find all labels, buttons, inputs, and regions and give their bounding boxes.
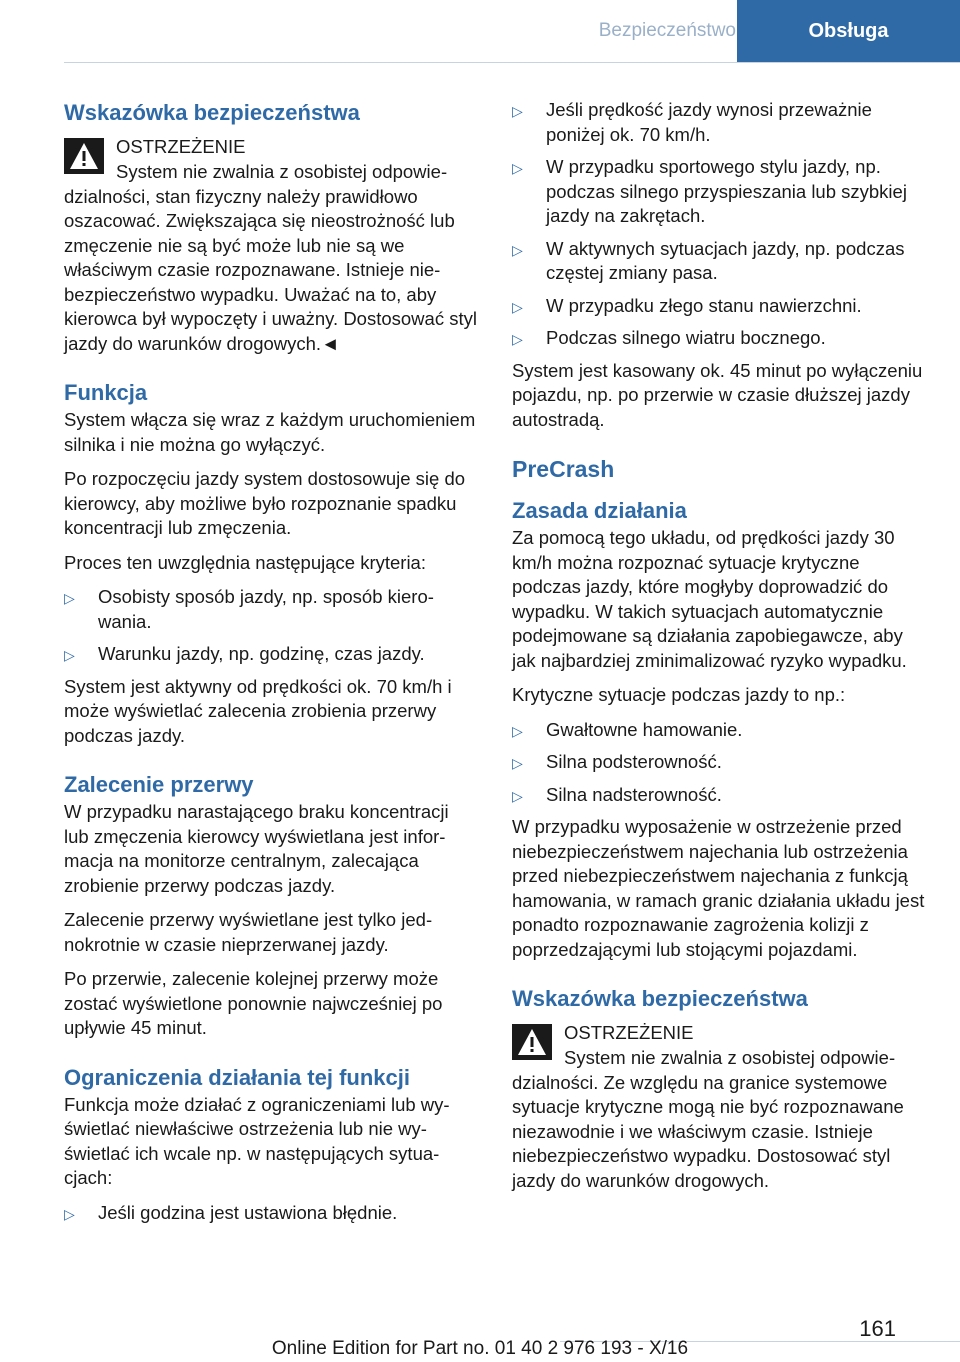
list-item: ▷ Silna podsterowność. [512,750,926,775]
warning-body: System nie zwalnia z osobistej odpowiedzialności. Ze względu na granice systemowe sytuacje krytyczne mogą nie być rozpoznawane niezawodnie i we właściwym czasie. Istnieje niebezpieczeństwo wypadku. Dostosować styl jazdy do warunków drogowych. [512,1047,904,1191]
paragraph: Proces ten uwzględnia następujące kryteria: [64,551,426,573]
funkcja-heading: Funkcja [64,380,148,405]
paragraph: Krytyczne sytuacje podczas jazdy to np.: [512,684,846,705]
left-column [64,98,478,1233]
safety-heading: Wskazówka bezpieczeństwa [512,986,808,1011]
break-heading: Zalecenie przerwy [64,772,254,797]
list-item: ▷ Jeśli prędkość jazdy wynosi przeważnie poniżej ok. 70 km/h. [512,99,872,145]
paragraph: W przypadku narastającego braku koncentracji lub zmęczenia kierowcy wyświetlana jest informacja na monitorze centralnym, zalecająca zrobienie przerwy podczas jazdy. [64,801,449,896]
warning-title: OSTRZEŻENIE [116,136,246,157]
precrash-heading: PreCrash [512,456,615,482]
limits-list [64,1201,478,1226]
header-divider [64,62,960,63]
list-item: ▷ W przypadku złego stanu nawierzchni. [512,294,926,319]
warning-triangle-icon [64,138,104,174]
list-item: ▷ Gwałtowne hamowanie. [512,718,926,743]
triangle-bullet-icon: ▷ [512,787,523,804]
paragraph: System jest aktywny od prędkości ok. 70 km/h i może wyświetlać zalecenia zrobienia przerwy podczas jazdy. [64,675,452,746]
paragraph: Po przerwie, zalecenie kolejnej przerwy może zostać wyświetlone ponownie najwcześniej po upływie 45 minut. [64,968,443,1038]
critical-situations-list [512,718,926,808]
edition-footer: Online Edition for Part no. 01 40 2 976 193 - X/16 [271,1338,689,1359]
paragraph: System jest kasowany ok. 45 minut po wyłączeniu pojazdu, np. po przerwie w czasie dłuższej jazdy autostradą. [512,359,923,430]
principle-heading: Zasada działania [512,498,687,523]
list-item: ▷ Podczas silnego wiatru bocznego. [512,326,926,351]
right-column [512,98,926,1193]
triangle-bullet-icon: ▷ [64,647,75,663]
triangle-bullet-icon: ▷ [64,590,75,606]
warning-body: System nie zwalnia z osobistej odpowiedzialności, stan fizyczny należy prawidłowo oszacować. Zwiększająca się nieostrożność lub zmęczenie nie są być może lub nie są we właściwym czasie rozpoznawane. Istnieje niebezpieczeństwo wypadku. Uważać na to, aby kierowca był wypoczęty i uważny. Dostosować styl jazdy do warunków drogowych.◄ [64,161,477,354]
triangle-bullet-icon: ▷ [512,241,523,258]
list-item: ▷ Silna nadsterowność. [512,783,926,808]
list-item: ▷ W aktywnych sytuacjach jazdy, np. podczas częstej zmiany pasa. [512,237,905,283]
paragraph: Funkcja może działać z ograniczeniami lub wyświetlać niewłaściwe ostrzeżenia lub nie wyświetlać ich wcale np. w następujących sytuacjach: [64,1093,450,1188]
triangle-bullet-icon: ▷ [512,722,523,739]
paragraph: Po rozpoczęciu jazdy system dostosowuje się do kierowcy, aby możliwe było rozpoznanie spadku koncentracji lub zmęczenia. [64,468,466,538]
paragraph: System włącza się wraz z każdym uruchomieniem silnika i nie można go wyłączyć. [64,409,476,455]
paragraph: Zalecenie przerwy wyświetlane jest tylko jednokrotnie w czasie nieprzerwanej jazdy. [64,909,433,955]
warning-title: OSTRZEŻENIE [564,1022,694,1043]
triangle-bullet-icon: ▷ [512,103,523,119]
warning-block [64,134,478,356]
header-section-title: Bezpieczeństwo [598,20,736,41]
triangle-bullet-icon: ▷ [512,160,523,176]
triangle-bullet-icon: ▷ [512,755,523,771]
list-item: ▷ Osobisty sposób jazdy, np. sposób kierowania. [64,586,434,632]
header-chapter-tab: Obsługa [737,0,960,62]
triangle-bullet-icon: ▷ [512,298,523,315]
page-header [0,0,960,62]
list-item: ▷ Jeśli godzina jest ustawiona błędnie. [64,1201,478,1226]
safety-heading: Wskazówka bezpieczeństwa [64,100,360,125]
paragraph: Za pomocą tego układu, od prędkości jazdy 30 km/h można rozpoznać sytuacje krytyczne podczas jazdy, które mogłyby doprowadzić do wypadku. W takich sytuacjach automatycznie podejmowane są działania zapobiegawcze, aby jak najbardziej zminimalizować ryzyko wypadku. [512,527,907,671]
triangle-bullet-icon: ▷ [512,331,523,347]
page-number: 161 [859,1316,896,1341]
criteria-list [64,585,478,667]
warning-triangle-icon [512,1024,552,1060]
paragraph: W przypadku wyposażenie w ostrzeżenie przed niebezpieczeństwem najechania lub ostrzeżenia przed niebezpieczeństwem najechania z funkcją hamowania, w ramach granic działania układu jest ponadto rozpoznawanie zagrożenia kolizji z poprzedzającymi lub stojącymi pojazdami. [512,816,925,960]
list-item: ▷ W przypadku sportowego stylu jazdy, np. podczas silnego przyspieszania lub szybkiej jazdy na zakrętach. [512,156,907,226]
limits-list-continued [512,98,926,351]
limits-heading: Ograniczenia działania tej funkcji [64,1064,410,1090]
triangle-bullet-icon: ▷ [64,1205,75,1222]
list-item: ▷ Warunku jazdy, np. godzinę, czas jazdy. [64,642,478,667]
warning-block [512,1020,926,1193]
